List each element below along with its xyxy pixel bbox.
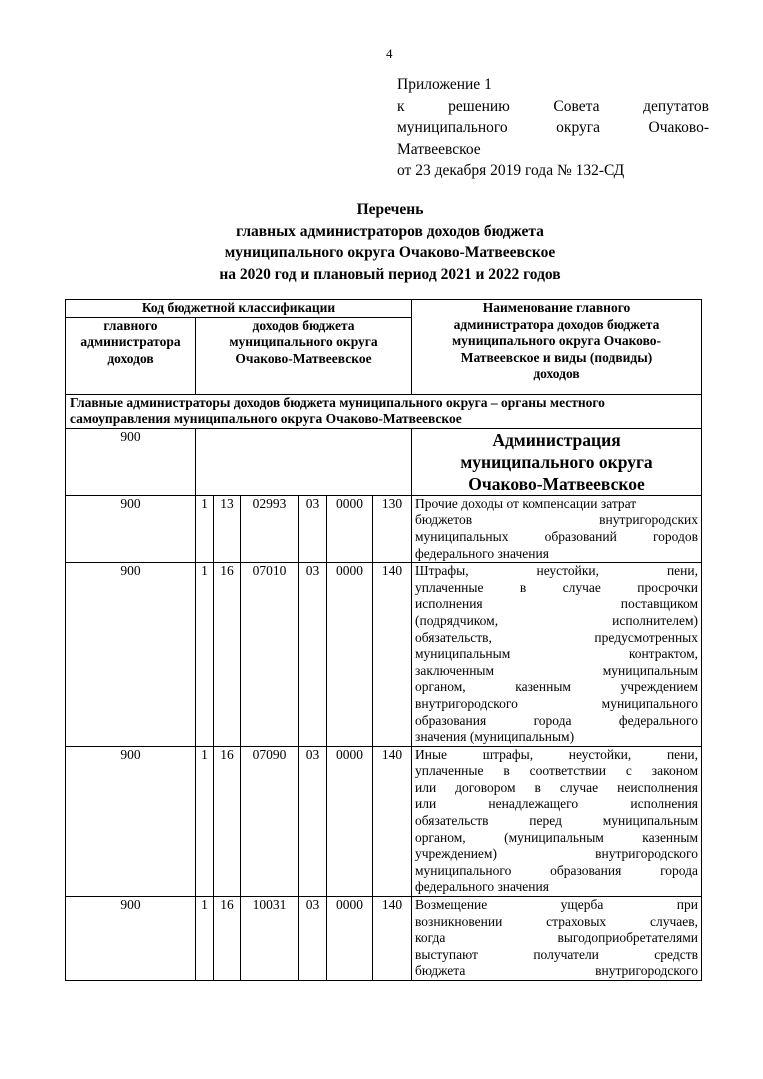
appendix-line: от 23 декабря 2019 года № 132-СД bbox=[397, 162, 625, 179]
income-description: Штрафы, неустойки, пени, уплаченные в случае просрочки исполнения поставщиком (подрядчиком, исполнителем) обязательств, предусмотренных муниципальным контрактом, заключенным муниципальным органом, казенным учреждением внутригородского муниципального образования города федерального значения (муниципальным) bbox=[412, 563, 702, 747]
appendix-line: Приложение 1 bbox=[397, 76, 492, 93]
code-part: 16 bbox=[214, 563, 241, 747]
admin-empty-cell bbox=[196, 428, 412, 495]
header-name-column: Наименование главного администратора доходов бюджета муниципального округа Очаково- Матвеевское и виды (подвиды) доходов bbox=[412, 300, 702, 395]
title-line: Перечень bbox=[356, 201, 424, 218]
code-part: 16 bbox=[214, 897, 241, 981]
appendix-line: к решению Совета депутатов bbox=[397, 97, 709, 115]
code-part: 03 bbox=[299, 746, 327, 896]
document-title bbox=[100, 199, 680, 285]
code-part: 10031 bbox=[241, 897, 299, 981]
code-part: 1 bbox=[196, 495, 214, 562]
header-code-classification: Код бюджетной классификации bbox=[66, 300, 412, 318]
title-line: на 2020 год и плановый период 2021 и 2022 годов bbox=[219, 265, 561, 283]
code-part: 0000 bbox=[327, 563, 373, 747]
income-description: Иные штрафы, неустойки, пени, уплаченные в соответствии с законом или договором в случае неисполнения или ненадлежащего исполнения обязательств перед муниципальным органом, (муниципальным казенным учреждением) внутригородского муниципального образования города федерального значения bbox=[412, 746, 702, 896]
code-part: 1 bbox=[196, 746, 214, 896]
code-part: 03 bbox=[299, 495, 327, 562]
appendix-block bbox=[397, 74, 709, 182]
code-part: 13 bbox=[214, 495, 241, 562]
section-heading: Главные администраторы доходов бюджета муниципального округа – органы местного самоуправления муниципального округа Очаково-Матвеевское bbox=[66, 394, 702, 428]
appendix-line: Матвеевское bbox=[397, 140, 481, 158]
code-part: 03 bbox=[299, 897, 327, 981]
header-income-column: доходов бюджета муниципального округа Очаково-Матвеевское bbox=[196, 317, 412, 394]
code-part: 1 bbox=[196, 563, 214, 747]
code-part: 140 bbox=[373, 746, 412, 896]
admin-code: 900 bbox=[66, 746, 196, 896]
page-number: 4 bbox=[386, 46, 393, 61]
code-part: 0000 bbox=[327, 746, 373, 896]
income-description: Прочие доходы от компенсации затрат бюджетов внутригородских муниципальных образований городов федерального значения bbox=[412, 495, 702, 562]
section-row bbox=[66, 394, 702, 428]
table-row bbox=[66, 563, 702, 747]
header-admin-column: главного администратора доходов bbox=[66, 317, 196, 394]
income-description: Возмещение ущерба при возникновении страховых случаев, когда выгодоприобретателями выступают получатели средств бюджета внутригородского bbox=[412, 897, 702, 981]
code-part: 130 bbox=[373, 495, 412, 562]
admin-code: 900 bbox=[66, 563, 196, 747]
admin-name: Администрация муниципального округа Очаково-Матвеевское bbox=[412, 428, 702, 495]
admin-code: 900 bbox=[66, 428, 196, 495]
admin-row bbox=[66, 428, 702, 495]
code-part: 0000 bbox=[327, 495, 373, 562]
title-line: главных администраторов доходов бюджета bbox=[236, 222, 544, 240]
admin-code: 900 bbox=[66, 495, 196, 562]
code-part: 07090 bbox=[241, 746, 299, 896]
title-line: муниципального округа Очаково-Матвеевское bbox=[224, 244, 556, 261]
code-part: 140 bbox=[373, 563, 412, 747]
budget-table bbox=[65, 299, 702, 981]
appendix-line: муниципального округа Очаково- bbox=[397, 119, 709, 136]
admin-code: 900 bbox=[66, 897, 196, 981]
table-row bbox=[66, 746, 702, 896]
code-part: 0000 bbox=[327, 897, 373, 981]
code-part: 02993 bbox=[241, 495, 299, 562]
code-part: 1 bbox=[196, 897, 214, 981]
table-row bbox=[66, 897, 702, 981]
code-part: 07010 bbox=[241, 563, 299, 747]
code-part: 16 bbox=[214, 746, 241, 896]
table-row bbox=[66, 495, 702, 562]
code-part: 03 bbox=[299, 563, 327, 747]
code-part: 140 bbox=[373, 897, 412, 981]
header-row bbox=[66, 300, 702, 318]
